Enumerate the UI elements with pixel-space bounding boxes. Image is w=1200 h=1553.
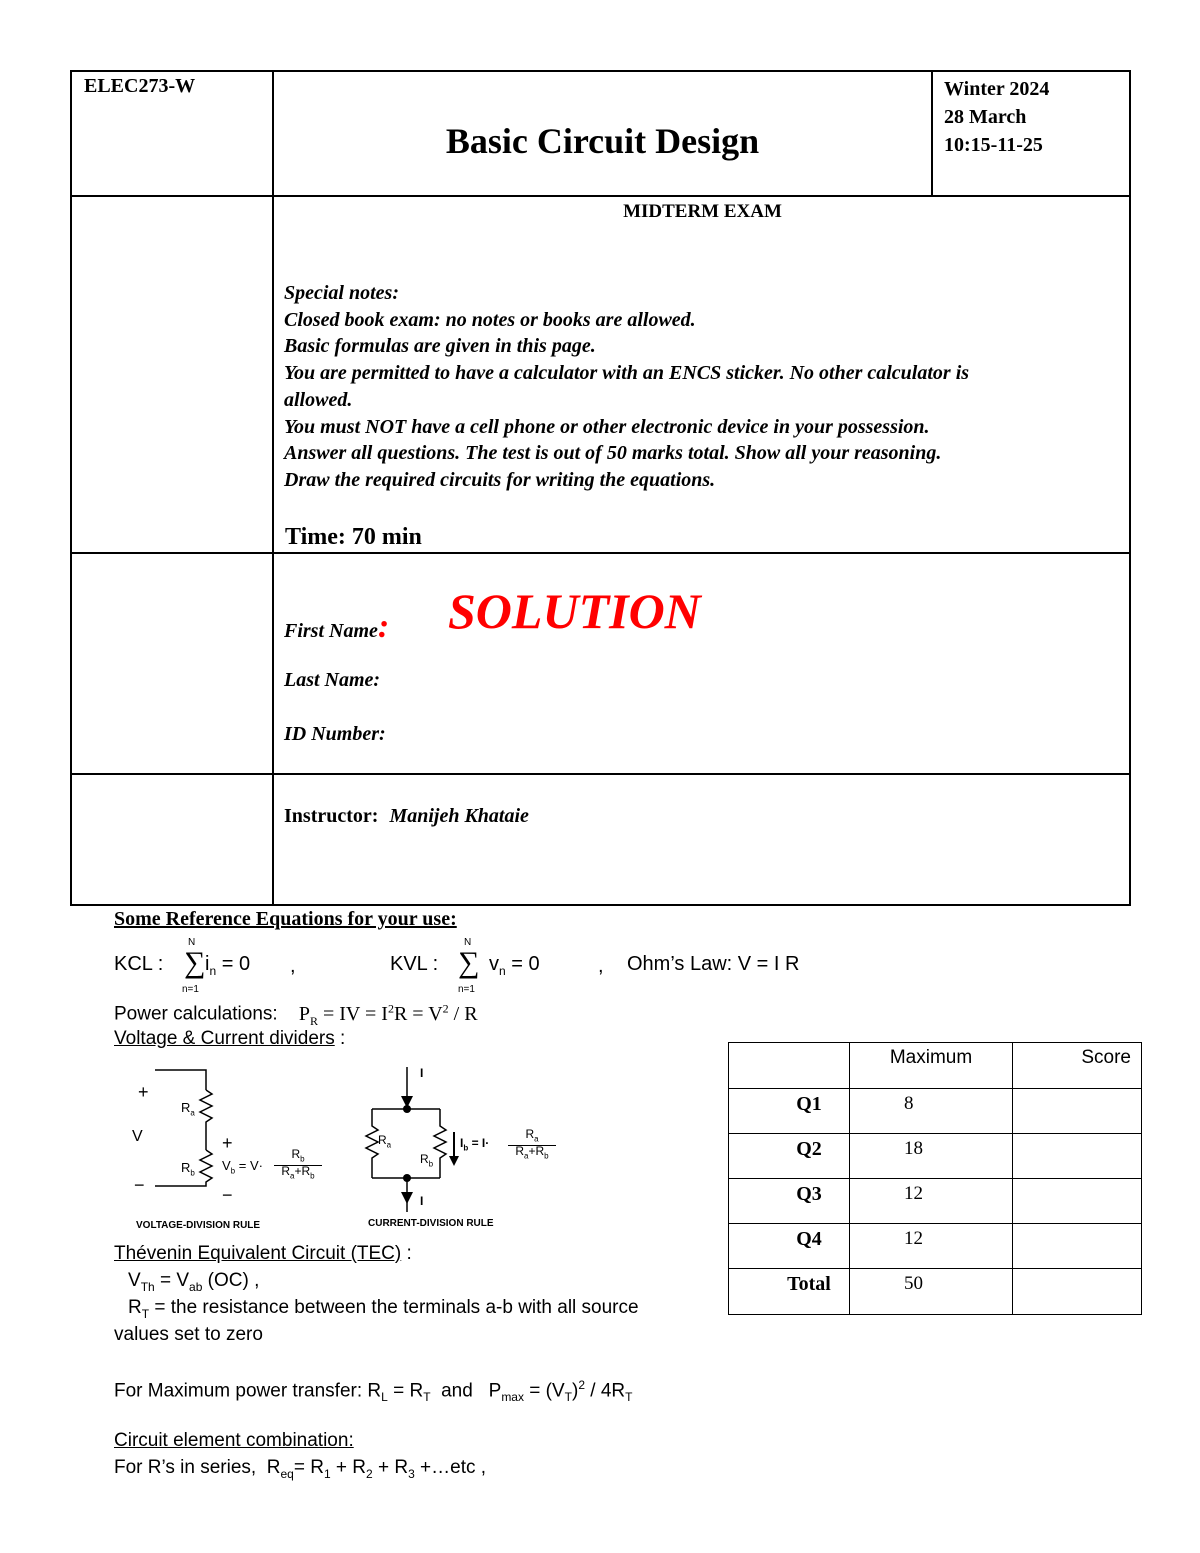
dividers-heading-text: Voltage & Current dividers xyxy=(114,1028,335,1049)
vdiv-mid: = V· xyxy=(235,1158,263,1173)
mp-rl-sub: L xyxy=(381,1390,388,1405)
vdiv-vb-minus: − xyxy=(222,1185,233,1205)
score-value[interactable] xyxy=(1013,1179,1142,1224)
time-slot: 10:15-11-25 xyxy=(944,134,1043,156)
score-header-row xyxy=(729,1043,1142,1089)
vdiv-minus: − xyxy=(134,1175,145,1195)
score-value[interactable] xyxy=(1013,1089,1142,1134)
power-rest3: / R xyxy=(448,1002,478,1025)
vth-v: V xyxy=(128,1270,141,1291)
voltage-division-caption: VOLTAGE-DIVISION RULE xyxy=(136,1220,261,1231)
instructor-name: Manijeh Khataie xyxy=(389,805,529,827)
kcl-upper: N xyxy=(188,937,196,948)
score-max: 12 xyxy=(850,1179,1013,1224)
cdiv-ra-r: R xyxy=(378,1133,387,1147)
cdiv-ib-sub: b xyxy=(463,1143,469,1153)
vdiv-den-plus: +R xyxy=(294,1164,311,1178)
cdiv-ib: I xyxy=(460,1136,464,1150)
note-line: You must NOT have a cell phone or other electronic device in your possession. xyxy=(284,415,930,438)
term: Winter 2024 xyxy=(944,78,1050,100)
cdiv-den-r: R xyxy=(515,1144,525,1158)
score-header-maximum: Maximum xyxy=(850,1043,1013,1089)
vab-sub: ab xyxy=(189,1279,203,1294)
note-line: Draw the required circuits for writing the equations. xyxy=(284,468,716,491)
power-calculations xyxy=(114,1001,478,1029)
cdiv-denominator xyxy=(508,1145,556,1162)
score-q: Q3 xyxy=(729,1179,850,1224)
vdiv-ra-r: R xyxy=(181,1100,191,1115)
cdiv-rb xyxy=(420,1152,433,1168)
cdiv-den-plus: +R xyxy=(528,1144,545,1158)
thevenin-heading xyxy=(114,1243,412,1265)
kcl-term xyxy=(205,953,250,978)
series-eq-sub: eq xyxy=(280,1466,294,1481)
rt-sub: T xyxy=(141,1306,150,1321)
vdiv-v: V xyxy=(132,1128,143,1145)
current-division-caption: CURRENT-DIVISION RULE xyxy=(368,1218,494,1229)
score-total-row xyxy=(729,1269,1142,1315)
mp-tail: / 4R xyxy=(585,1380,626,1402)
vdiv-vb-sub: b xyxy=(230,1166,236,1176)
vdiv-ra xyxy=(181,1100,195,1118)
series-formula xyxy=(114,1457,486,1481)
cdiv-rb-sub: b xyxy=(428,1159,434,1169)
course-title: Basic Circuit Design xyxy=(445,121,760,161)
last-name-label: Last Name: xyxy=(284,669,381,691)
cdiv-num-r: R xyxy=(525,1127,535,1141)
vdiv-den-sub1: a xyxy=(290,1171,295,1181)
vdiv-rb xyxy=(181,1160,195,1178)
vdiv-num-sub: b xyxy=(300,1154,305,1164)
score-q: Q1 xyxy=(729,1089,850,1134)
mp-vt-sub: T xyxy=(564,1390,572,1405)
first-name-colon: : xyxy=(377,608,390,645)
cdiv-den-sub2: b xyxy=(544,1151,549,1161)
mp-label: For Maximum power transfer: R xyxy=(114,1380,382,1402)
power-label: Power calculations: xyxy=(114,1003,278,1025)
series-eq: = R xyxy=(293,1457,324,1478)
kcl-term-i: i xyxy=(205,953,210,975)
score-row xyxy=(729,1134,1142,1179)
kcl-label: KCL : xyxy=(114,953,164,975)
score-header-blank xyxy=(729,1043,850,1089)
note-line: allowed. xyxy=(284,388,353,411)
series-r1: 1 xyxy=(323,1466,331,1481)
power-p: P xyxy=(298,1002,310,1025)
power-sup: 2 xyxy=(387,1001,394,1015)
score-value[interactable] xyxy=(1013,1134,1142,1179)
score-row xyxy=(729,1089,1142,1134)
mp-and: and P xyxy=(430,1380,502,1402)
first-name-label xyxy=(284,608,389,646)
instructor xyxy=(284,805,529,828)
dividers-colon: : xyxy=(334,1028,346,1049)
cdiv-i-top: I xyxy=(420,1066,424,1080)
max-power-transfer xyxy=(114,1378,632,1404)
kvl-term xyxy=(489,953,540,978)
cdiv-formula xyxy=(460,1136,489,1152)
power-formula xyxy=(298,1001,478,1028)
mp-rt-sub: T xyxy=(423,1390,431,1405)
score-total-label: Total xyxy=(729,1269,850,1315)
cdiv-ra xyxy=(378,1133,391,1149)
score-max: 8 xyxy=(850,1089,1013,1134)
cdiv-rb-r: R xyxy=(420,1152,429,1166)
kvl-term-v: v xyxy=(489,953,499,975)
special-notes xyxy=(284,280,969,494)
series-r3: 3 xyxy=(408,1466,415,1481)
mp-eq: = R xyxy=(387,1380,424,1402)
kvl-upper: N xyxy=(464,937,472,948)
power-rest1: = IV = I xyxy=(317,1002,388,1025)
mp-rest: = (V xyxy=(523,1380,565,1402)
series-plus2: + R xyxy=(372,1457,409,1478)
cdiv-ra-sub: a xyxy=(386,1140,392,1150)
score-q: Q4 xyxy=(729,1224,850,1269)
vdiv-plus: + xyxy=(138,1082,149,1102)
thevenin-rt xyxy=(128,1297,639,1321)
vth-eq: = V xyxy=(154,1270,190,1291)
ohms-law: Ohm’s Law: V = I R xyxy=(627,953,800,975)
combination-heading: Circuit element combination: xyxy=(114,1430,354,1451)
first-name-label-text: First Name xyxy=(284,620,378,642)
note-line: Answer all questions. The test is out of 50 marks total. Show all your reasoning. xyxy=(284,442,942,465)
cdiv-mid: = I· xyxy=(468,1136,490,1150)
kcl-eq: = 0 xyxy=(221,953,251,975)
mp-pmax-sub: max xyxy=(501,1390,524,1405)
score-max: 18 xyxy=(850,1134,1013,1179)
vdiv-formula xyxy=(222,1158,263,1176)
score-max: 12 xyxy=(850,1224,1013,1269)
score-row xyxy=(729,1224,1142,1269)
kcl-comma: , xyxy=(290,955,296,977)
vdiv-rb-sub: b xyxy=(190,1168,195,1178)
course-code: ELEC273-W xyxy=(84,75,196,97)
mp-tail-sub: T xyxy=(625,1390,633,1405)
date: 28 March xyxy=(944,106,1027,128)
cdiv-den-sub1: a xyxy=(524,1151,529,1161)
vdiv-vb: V xyxy=(222,1158,231,1173)
score-total-value[interactable] xyxy=(1013,1269,1142,1315)
note-line: You are permitted to have a calculator with an ENCS sticker. No other calculator is xyxy=(284,362,970,385)
dividers-heading xyxy=(114,1028,345,1050)
reference-heading: Some Reference Equations for your use: xyxy=(114,908,457,930)
notes-heading: Special notes: xyxy=(284,282,399,304)
power-p-sub: R xyxy=(309,1013,318,1028)
first-name-value: SOLUTION xyxy=(448,583,701,639)
note-line: Closed book exam: no notes or books are allowed. xyxy=(284,308,696,331)
vdiv-ra-sub: a xyxy=(190,1108,195,1118)
id-number-label: ID Number: xyxy=(284,723,386,745)
cdiv-i-bottom: I xyxy=(420,1194,424,1208)
power-sup2: 2 xyxy=(442,1001,449,1015)
kvl-label: KVL : xyxy=(390,953,439,975)
kvl-eq: = 0 xyxy=(511,953,540,975)
kvl-lower: n=1 xyxy=(458,984,475,995)
vth-rest: (OC) , xyxy=(202,1270,260,1291)
vdiv-den-r: R xyxy=(281,1164,291,1178)
power-rest2: R = V xyxy=(393,1002,443,1025)
vdiv-denominator xyxy=(274,1165,322,1182)
mp-sup: 2 xyxy=(578,1378,585,1392)
vdiv-vb-plus: + xyxy=(222,1133,233,1153)
score-header-score: Score xyxy=(1013,1043,1142,1089)
kcl-lower: n=1 xyxy=(182,984,199,995)
note-line: Basic formulas are given in this page. xyxy=(284,335,596,358)
thevenin-vth xyxy=(128,1270,259,1294)
mp-close: ) xyxy=(571,1380,579,1402)
score-value[interactable] xyxy=(1013,1224,1142,1269)
score-row xyxy=(729,1179,1142,1224)
thevenin-colon: : xyxy=(401,1243,412,1264)
rt-r: R xyxy=(128,1297,142,1318)
series-r2: 2 xyxy=(366,1466,373,1481)
cdiv-num-sub: a xyxy=(534,1134,539,1144)
series-plus1: + R xyxy=(330,1457,366,1478)
instructor-label: Instructor: xyxy=(284,805,379,827)
kvl-sigma-icon: ∑ xyxy=(458,946,480,979)
vdiv-den-sub2: b xyxy=(310,1171,315,1181)
vdiv-num-r: R xyxy=(291,1147,301,1161)
rt-rest: = the resistance between the terminals a-b with all source xyxy=(149,1297,639,1318)
exam-date-block xyxy=(944,75,1049,159)
series-label: For R’s in series, R xyxy=(114,1457,281,1478)
score-table xyxy=(728,1042,1142,1315)
thevenin-heading-text: Thévenin Equivalent Circuit (TEC) xyxy=(114,1243,402,1264)
thevenin-rt-cont: values set to zero xyxy=(114,1324,263,1345)
kcl-term-sub: n xyxy=(209,964,217,978)
series-tail: +…etc , xyxy=(414,1457,487,1478)
vdiv-rb-r: R xyxy=(181,1160,191,1175)
kvl-term-sub: n xyxy=(499,964,506,978)
kvl-comma: , xyxy=(598,955,604,977)
kcl-sigma-icon: ∑ xyxy=(184,946,206,979)
vth-sub: Th xyxy=(140,1279,155,1294)
exam-heading: MIDTERM EXAM xyxy=(623,201,782,222)
score-total-max: 50 xyxy=(850,1269,1013,1315)
exam-duration: Time: 70 min xyxy=(285,524,422,550)
score-q: Q2 xyxy=(729,1134,850,1179)
